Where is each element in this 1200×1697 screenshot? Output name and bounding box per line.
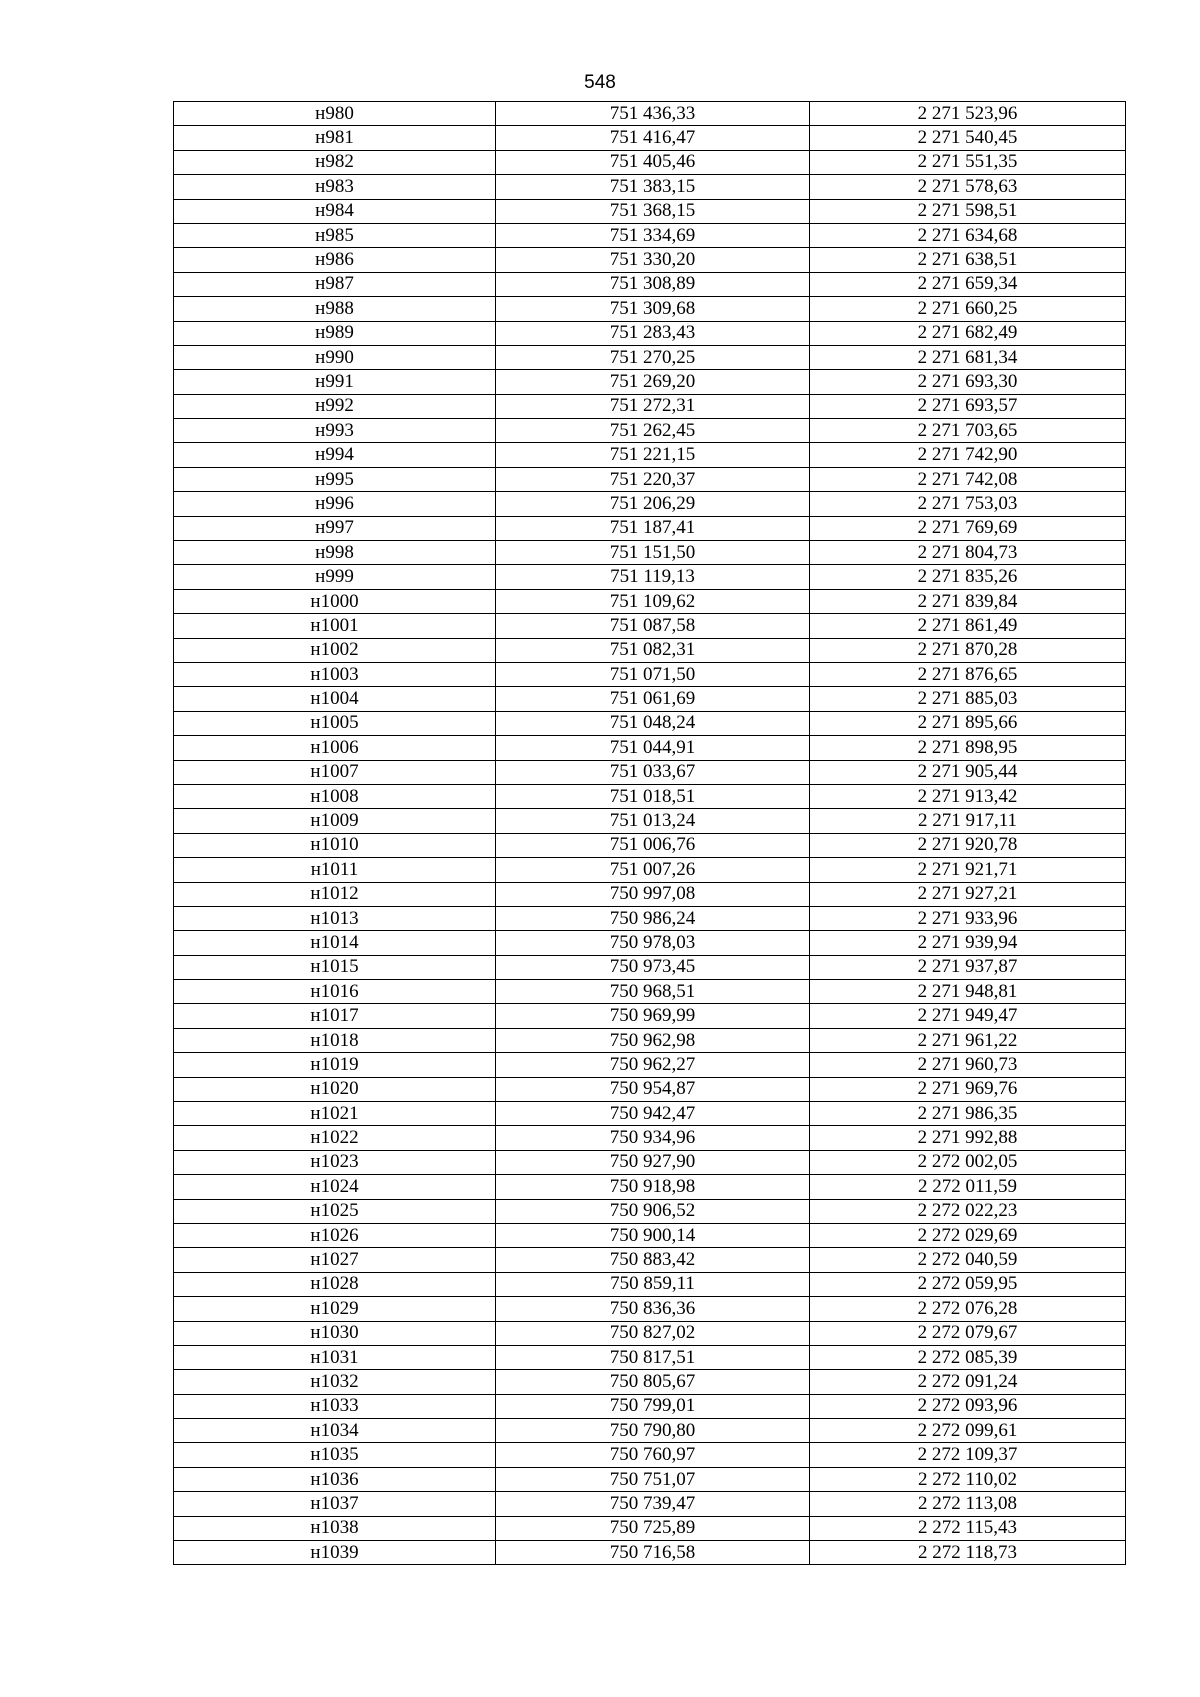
point-id-cell: н1012 — [174, 882, 496, 906]
x-coordinate-cell: 750 962,27 — [496, 1053, 810, 1077]
y-coordinate-cell: 2 271 885,03 — [810, 687, 1126, 711]
y-coordinate-cell: 2 271 961,22 — [810, 1028, 1126, 1052]
x-coordinate-cell: 750 751,07 — [496, 1467, 810, 1491]
x-coordinate-cell: 751 071,50 — [496, 662, 810, 686]
table-row — [174, 980, 1126, 1004]
y-coordinate-cell: 2 272 079,67 — [810, 1321, 1126, 1345]
y-coordinate-cell: 2 272 099,61 — [810, 1419, 1126, 1443]
y-coordinate-cell: 2 271 960,73 — [810, 1053, 1126, 1077]
x-coordinate-cell: 750 978,03 — [496, 931, 810, 955]
x-coordinate-cell: 751 383,15 — [496, 175, 810, 199]
point-id-cell: н1005 — [174, 711, 496, 735]
x-coordinate-cell: 750 973,45 — [496, 955, 810, 979]
table-row — [174, 1297, 1126, 1321]
table-row — [174, 931, 1126, 955]
x-coordinate-cell: 751 119,13 — [496, 565, 810, 589]
table-row — [174, 1248, 1126, 1272]
x-coordinate-cell: 751 007,26 — [496, 858, 810, 882]
x-coordinate-cell: 750 934,96 — [496, 1126, 810, 1150]
point-id-cell: н1032 — [174, 1370, 496, 1394]
point-id-cell: н1015 — [174, 955, 496, 979]
point-id-cell: н986 — [174, 248, 496, 272]
x-coordinate-cell: 750 927,90 — [496, 1150, 810, 1174]
table-row — [174, 1419, 1126, 1443]
point-id-cell: н1008 — [174, 784, 496, 808]
y-coordinate-cell: 2 271 703,65 — [810, 419, 1126, 443]
x-coordinate-cell: 751 087,58 — [496, 614, 810, 638]
x-coordinate-cell: 751 309,68 — [496, 297, 810, 321]
table-row — [174, 1053, 1126, 1077]
x-coordinate-cell: 751 187,41 — [496, 516, 810, 540]
x-coordinate-cell: 750 725,89 — [496, 1516, 810, 1540]
point-id-cell: н984 — [174, 199, 496, 223]
x-coordinate-cell: 751 018,51 — [496, 784, 810, 808]
x-coordinate-cell: 750 968,51 — [496, 980, 810, 1004]
table-row — [174, 419, 1126, 443]
y-coordinate-cell: 2 271 660,25 — [810, 297, 1126, 321]
y-coordinate-cell: 2 271 861,49 — [810, 614, 1126, 638]
table-row — [174, 1443, 1126, 1467]
table-row — [174, 370, 1126, 394]
y-coordinate-cell: 2 271 949,47 — [810, 1004, 1126, 1028]
table-row — [174, 1150, 1126, 1174]
table-row — [174, 150, 1126, 174]
table-row — [174, 1467, 1126, 1491]
y-coordinate-cell: 2 271 769,69 — [810, 516, 1126, 540]
y-coordinate-cell: 2 272 110,02 — [810, 1467, 1126, 1491]
point-id-cell: н1031 — [174, 1345, 496, 1369]
y-coordinate-cell: 2 272 118,73 — [810, 1541, 1126, 1565]
y-coordinate-cell: 2 271 742,08 — [810, 467, 1126, 491]
point-id-cell: н1025 — [174, 1199, 496, 1223]
y-coordinate-cell: 2 271 937,87 — [810, 955, 1126, 979]
point-id-cell: н1024 — [174, 1175, 496, 1199]
y-coordinate-cell: 2 271 921,71 — [810, 858, 1126, 882]
y-coordinate-cell: 2 271 634,68 — [810, 223, 1126, 247]
y-coordinate-cell: 2 272 059,95 — [810, 1272, 1126, 1296]
y-coordinate-cell: 2 271 939,94 — [810, 931, 1126, 955]
table-row — [174, 1077, 1126, 1101]
y-coordinate-cell: 2 271 933,96 — [810, 906, 1126, 930]
point-id-cell: н1014 — [174, 931, 496, 955]
y-coordinate-cell: 2 271 804,73 — [810, 541, 1126, 565]
x-coordinate-cell: 751 262,45 — [496, 419, 810, 443]
x-coordinate-cell: 751 033,67 — [496, 760, 810, 784]
table-row — [174, 443, 1126, 467]
y-coordinate-cell: 2 272 076,28 — [810, 1297, 1126, 1321]
y-coordinate-cell: 2 272 113,08 — [810, 1492, 1126, 1516]
table-row — [174, 223, 1126, 247]
point-id-cell: н982 — [174, 150, 496, 174]
y-coordinate-cell: 2 271 839,84 — [810, 589, 1126, 613]
point-id-cell: н1016 — [174, 980, 496, 1004]
point-id-cell: н1030 — [174, 1321, 496, 1345]
table-row — [174, 492, 1126, 516]
table-row — [174, 321, 1126, 345]
point-id-cell: н1033 — [174, 1394, 496, 1418]
x-coordinate-cell: 750 805,67 — [496, 1370, 810, 1394]
point-id-cell: н1026 — [174, 1223, 496, 1247]
y-coordinate-cell: 2 271 598,51 — [810, 199, 1126, 223]
table-row — [174, 175, 1126, 199]
y-coordinate-cell: 2 271 693,30 — [810, 370, 1126, 394]
point-id-cell: н1002 — [174, 638, 496, 662]
y-coordinate-cell: 2 272 022,23 — [810, 1199, 1126, 1223]
x-coordinate-cell: 751 405,46 — [496, 150, 810, 174]
point-id-cell: н1021 — [174, 1102, 496, 1126]
y-coordinate-cell: 2 272 011,59 — [810, 1175, 1126, 1199]
point-id-cell: н998 — [174, 541, 496, 565]
y-coordinate-cell: 2 272 085,39 — [810, 1345, 1126, 1369]
y-coordinate-cell: 2 272 002,05 — [810, 1150, 1126, 1174]
y-coordinate-cell: 2 271 895,66 — [810, 711, 1126, 735]
y-coordinate-cell: 2 271 948,81 — [810, 980, 1126, 1004]
table-row — [174, 711, 1126, 735]
y-coordinate-cell: 2 271 523,96 — [810, 102, 1126, 126]
x-coordinate-cell: 751 334,69 — [496, 223, 810, 247]
x-coordinate-cell: 750 859,11 — [496, 1272, 810, 1296]
point-id-cell: н988 — [174, 297, 496, 321]
y-coordinate-cell: 2 272 040,59 — [810, 1248, 1126, 1272]
y-coordinate-cell: 2 271 913,42 — [810, 784, 1126, 808]
y-coordinate-cell: 2 271 992,88 — [810, 1126, 1126, 1150]
y-coordinate-cell: 2 271 551,35 — [810, 150, 1126, 174]
point-id-cell: н985 — [174, 223, 496, 247]
coordinates-table-body — [174, 102, 1126, 1565]
x-coordinate-cell: 751 272,31 — [496, 394, 810, 418]
y-coordinate-cell: 2 272 091,24 — [810, 1370, 1126, 1394]
x-coordinate-cell: 751 416,47 — [496, 126, 810, 150]
table-row — [174, 784, 1126, 808]
x-coordinate-cell: 750 739,47 — [496, 1492, 810, 1516]
x-coordinate-cell: 750 906,52 — [496, 1199, 810, 1223]
x-coordinate-cell: 750 900,14 — [496, 1223, 810, 1247]
table-row — [174, 882, 1126, 906]
x-coordinate-cell: 750 969,99 — [496, 1004, 810, 1028]
x-coordinate-cell: 751 308,89 — [496, 272, 810, 296]
x-coordinate-cell: 751 151,50 — [496, 541, 810, 565]
table-row — [174, 1175, 1126, 1199]
y-coordinate-cell: 2 271 876,65 — [810, 662, 1126, 686]
table-row — [174, 906, 1126, 930]
point-id-cell: н1017 — [174, 1004, 496, 1028]
point-id-cell: н1013 — [174, 906, 496, 930]
y-coordinate-cell: 2 271 898,95 — [810, 736, 1126, 760]
point-id-cell: н1027 — [174, 1248, 496, 1272]
point-id-cell: н1023 — [174, 1150, 496, 1174]
x-coordinate-cell: 750 760,97 — [496, 1443, 810, 1467]
x-coordinate-cell: 751 006,76 — [496, 833, 810, 857]
table-row — [174, 614, 1126, 638]
x-coordinate-cell: 750 836,36 — [496, 1297, 810, 1321]
point-id-cell: н1004 — [174, 687, 496, 711]
x-coordinate-cell: 750 827,02 — [496, 1321, 810, 1345]
y-coordinate-cell: 2 271 742,90 — [810, 443, 1126, 467]
x-coordinate-cell: 751 283,43 — [496, 321, 810, 345]
table-row — [174, 589, 1126, 613]
table-row — [174, 687, 1126, 711]
point-id-cell: н994 — [174, 443, 496, 467]
x-coordinate-cell: 751 270,25 — [496, 345, 810, 369]
point-id-cell: н980 — [174, 102, 496, 126]
x-coordinate-cell: 751 044,91 — [496, 736, 810, 760]
table-row — [174, 760, 1126, 784]
y-coordinate-cell: 2 272 115,43 — [810, 1516, 1126, 1540]
table-row — [174, 1370, 1126, 1394]
table-row — [174, 1028, 1126, 1052]
point-id-cell: н1006 — [174, 736, 496, 760]
point-id-cell: н993 — [174, 419, 496, 443]
x-coordinate-cell: 750 942,47 — [496, 1102, 810, 1126]
table-row — [174, 1516, 1126, 1540]
point-id-cell: н1003 — [174, 662, 496, 686]
y-coordinate-cell: 2 271 540,45 — [810, 126, 1126, 150]
y-coordinate-cell: 2 271 870,28 — [810, 638, 1126, 662]
x-coordinate-cell: 751 206,29 — [496, 492, 810, 516]
point-id-cell: н1035 — [174, 1443, 496, 1467]
y-coordinate-cell: 2 271 835,26 — [810, 565, 1126, 589]
table-row — [174, 1004, 1126, 1028]
point-id-cell: н987 — [174, 272, 496, 296]
table-row — [174, 102, 1126, 126]
x-coordinate-cell: 751 082,31 — [496, 638, 810, 662]
point-id-cell: н995 — [174, 467, 496, 491]
x-coordinate-cell: 750 997,08 — [496, 882, 810, 906]
point-id-cell: н1011 — [174, 858, 496, 882]
table-row — [174, 638, 1126, 662]
y-coordinate-cell: 2 272 093,96 — [810, 1394, 1126, 1418]
y-coordinate-cell: 2 271 920,78 — [810, 833, 1126, 857]
table-row — [174, 1223, 1126, 1247]
point-id-cell: н1034 — [174, 1419, 496, 1443]
point-id-cell: н1001 — [174, 614, 496, 638]
y-coordinate-cell: 2 271 905,44 — [810, 760, 1126, 784]
table-row — [174, 1199, 1126, 1223]
x-coordinate-cell: 751 048,24 — [496, 711, 810, 735]
point-id-cell: н1036 — [174, 1467, 496, 1491]
point-id-cell: н1007 — [174, 760, 496, 784]
x-coordinate-cell: 751 269,20 — [496, 370, 810, 394]
point-id-cell: н1028 — [174, 1272, 496, 1296]
table-row — [174, 1272, 1126, 1296]
table-row — [174, 809, 1126, 833]
y-coordinate-cell: 2 271 753,03 — [810, 492, 1126, 516]
point-id-cell: н1018 — [174, 1028, 496, 1052]
x-coordinate-cell: 750 962,98 — [496, 1028, 810, 1052]
table-row — [174, 126, 1126, 150]
table-row — [174, 1394, 1126, 1418]
table-row — [174, 541, 1126, 565]
table-row — [174, 736, 1126, 760]
point-id-cell: н981 — [174, 126, 496, 150]
point-id-cell: н1020 — [174, 1077, 496, 1101]
point-id-cell: н1010 — [174, 833, 496, 857]
point-id-cell: н1037 — [174, 1492, 496, 1516]
x-coordinate-cell: 750 817,51 — [496, 1345, 810, 1369]
point-id-cell: н1019 — [174, 1053, 496, 1077]
table-row — [174, 394, 1126, 418]
y-coordinate-cell: 2 271 969,76 — [810, 1077, 1126, 1101]
x-coordinate-cell: 751 109,62 — [496, 589, 810, 613]
x-coordinate-cell: 751 436,33 — [496, 102, 810, 126]
point-id-cell: н983 — [174, 175, 496, 199]
point-id-cell: н1029 — [174, 1297, 496, 1321]
x-coordinate-cell: 751 013,24 — [496, 809, 810, 833]
point-id-cell: н990 — [174, 345, 496, 369]
y-coordinate-cell: 2 271 681,34 — [810, 345, 1126, 369]
point-id-cell: н1000 — [174, 589, 496, 613]
point-id-cell: н1038 — [174, 1516, 496, 1540]
y-coordinate-cell: 2 272 029,69 — [810, 1223, 1126, 1247]
page-number: 548 — [584, 72, 616, 93]
y-coordinate-cell: 2 271 986,35 — [810, 1102, 1126, 1126]
point-id-cell: н996 — [174, 492, 496, 516]
y-coordinate-cell: 2 271 927,21 — [810, 882, 1126, 906]
table-row — [174, 297, 1126, 321]
table-row — [174, 858, 1126, 882]
table-row — [174, 516, 1126, 540]
table-row — [174, 248, 1126, 272]
table-row — [174, 1102, 1126, 1126]
point-id-cell: н997 — [174, 516, 496, 540]
table-row — [174, 1126, 1126, 1150]
point-id-cell: н992 — [174, 394, 496, 418]
x-coordinate-cell: 750 918,98 — [496, 1175, 810, 1199]
x-coordinate-cell: 750 799,01 — [496, 1394, 810, 1418]
coordinates-table — [173, 101, 1126, 1565]
table-row — [174, 1541, 1126, 1565]
x-coordinate-cell: 751 330,20 — [496, 248, 810, 272]
table-row — [174, 833, 1126, 857]
x-coordinate-cell: 750 790,80 — [496, 1419, 810, 1443]
y-coordinate-cell: 2 272 109,37 — [810, 1443, 1126, 1467]
point-id-cell: н1039 — [174, 1541, 496, 1565]
point-id-cell: н991 — [174, 370, 496, 394]
y-coordinate-cell: 2 271 917,11 — [810, 809, 1126, 833]
y-coordinate-cell: 2 271 578,63 — [810, 175, 1126, 199]
y-coordinate-cell: 2 271 638,51 — [810, 248, 1126, 272]
table-row — [174, 272, 1126, 296]
point-id-cell: н1009 — [174, 809, 496, 833]
table-row — [174, 662, 1126, 686]
x-coordinate-cell: 751 061,69 — [496, 687, 810, 711]
x-coordinate-cell: 751 221,15 — [496, 443, 810, 467]
y-coordinate-cell: 2 271 659,34 — [810, 272, 1126, 296]
table-row — [174, 1345, 1126, 1369]
table-row — [174, 1321, 1126, 1345]
x-coordinate-cell: 750 954,87 — [496, 1077, 810, 1101]
point-id-cell: н999 — [174, 565, 496, 589]
table-row — [174, 565, 1126, 589]
y-coordinate-cell: 2 271 693,57 — [810, 394, 1126, 418]
y-coordinate-cell: 2 271 682,49 — [810, 321, 1126, 345]
table-row — [174, 1492, 1126, 1516]
table-row — [174, 199, 1126, 223]
table-row — [174, 955, 1126, 979]
point-id-cell: н989 — [174, 321, 496, 345]
table-row — [174, 345, 1126, 369]
x-coordinate-cell: 750 883,42 — [496, 1248, 810, 1272]
x-coordinate-cell: 751 220,37 — [496, 467, 810, 491]
point-id-cell: н1022 — [174, 1126, 496, 1150]
x-coordinate-cell: 751 368,15 — [496, 199, 810, 223]
x-coordinate-cell: 750 716,58 — [496, 1541, 810, 1565]
table-row — [174, 467, 1126, 491]
x-coordinate-cell: 750 986,24 — [496, 906, 810, 930]
